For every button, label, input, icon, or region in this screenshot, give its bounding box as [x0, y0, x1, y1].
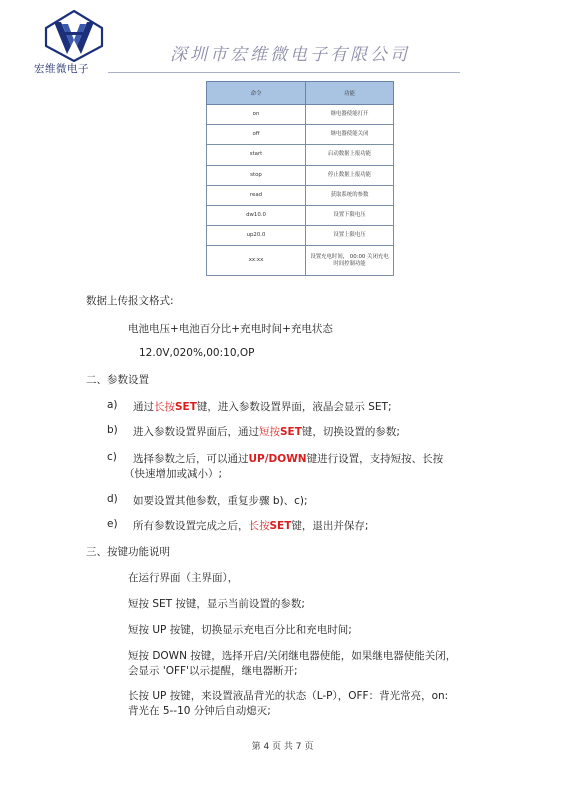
paragraph-line: 会显示 'OFF'以示提醒，继电器断开; — [128, 665, 298, 677]
table-row — [207, 105, 394, 125]
company-name: 深圳市宏维微电子有限公司 — [170, 45, 410, 65]
page-footer: 第 4 页 共 7 页 — [251, 742, 314, 752]
item-text: 进入参数设置界面后，通过 — [133, 426, 259, 438]
function-cell: 获取系统的参数 — [306, 185, 394, 205]
highlight-text: 短按 — [259, 426, 280, 438]
function-cell: 设置充电时间， 00:00 关闭充电时间控制功能 — [306, 246, 394, 276]
item-text: 键，退出并保存; — [291, 520, 369, 532]
header-divider — [108, 72, 460, 73]
list-item-c-cont: （快速增加或减小）; — [124, 468, 223, 480]
company-logo — [44, 10, 104, 62]
table-header-cell: 命令 — [207, 82, 306, 105]
table-header-row — [207, 82, 394, 105]
table-row — [207, 226, 394, 246]
table-row — [207, 125, 394, 145]
function-cell: 停止数据上报功能 — [306, 165, 394, 185]
function-cell: 设置上限电压 — [306, 226, 394, 246]
list-item-a — [133, 399, 392, 414]
list-item-c — [133, 451, 443, 466]
item-text: 选择参数之后，可以通过 — [133, 453, 249, 465]
function-cell: 启动数据上报功能 — [306, 145, 394, 165]
paragraph-line: 背光在 5--10 分钟后自动熄灭; — [128, 705, 271, 717]
paragraph-line: 短按 DOWN 按键，选择开启/关闭继电器使能，如果继电器使能关闭， — [128, 650, 457, 662]
table-row — [207, 246, 394, 276]
command-cell: read — [207, 185, 306, 205]
table-row — [207, 165, 394, 185]
item-text: 键，切换设置的参数; — [301, 426, 400, 438]
command-table — [206, 81, 394, 276]
function-cell: 设置下限电压 — [306, 205, 394, 225]
highlight-text: 长按 — [248, 520, 270, 532]
list-marker: c) — [107, 451, 117, 463]
key-name: SET — [269, 520, 292, 532]
paragraph-line: 长按 UP 按键，来设置液晶背光的状态（L-P），OFF：背光常亮，on: — [128, 690, 449, 702]
item-text: 键进行设置，支持短按、长按 — [306, 453, 444, 465]
command-cell: up20.0 — [207, 226, 306, 246]
command-cell: on — [207, 105, 306, 125]
command-cell: dw10.0 — [207, 205, 306, 225]
paragraph-line: 短按 UP 按键，切换显示充电百分比和充电时间; — [128, 624, 352, 636]
report-format: 电池电压+电池百分比+充电时间+充电状态 — [128, 323, 333, 335]
key-name: SET — [175, 401, 197, 413]
item-text: 键，进入参数设置界面，液晶会显示 SET; — [196, 401, 392, 413]
item-text: 通过 — [133, 401, 154, 413]
paragraph-line: 在运行界面（主界面）， — [128, 572, 239, 584]
key-name: SET — [280, 426, 302, 438]
item-text: 所有参数设置完成之后， — [133, 520, 249, 532]
table-row — [207, 145, 394, 165]
section3-heading: 三、按键功能说明 — [86, 546, 170, 558]
section2-heading: 二、参数设置 — [86, 374, 149, 386]
key-name: UP/DOWN — [248, 453, 307, 465]
list-marker: b) — [107, 424, 118, 436]
function-cell: 继电器使能关闭 — [306, 125, 394, 145]
command-cell: start — [207, 145, 306, 165]
command-cell: stop — [207, 165, 306, 185]
table-header-cell: 功能 — [306, 82, 394, 105]
list-item-e — [133, 518, 368, 533]
command-cell: xx:xx — [207, 246, 306, 276]
list-marker: a) — [107, 399, 118, 411]
list-item-d: 如要设置其他参数，重复步骤 b)、c); — [133, 495, 308, 507]
logo-text: 宏维微电子 — [34, 63, 89, 75]
report-example: 12.0V,020%,00:10,OP — [139, 347, 255, 359]
function-cell: 继电器使能打开 — [306, 105, 394, 125]
highlight-text: 长按 — [154, 401, 175, 413]
table-row — [207, 205, 394, 225]
table-row — [207, 185, 394, 205]
paragraph-line: 短按 SET 按键，显示当前设置的参数; — [128, 598, 305, 610]
report-title: 数据上传报文格式: — [86, 295, 174, 307]
list-item-b — [133, 424, 400, 439]
list-marker: d) — [107, 493, 118, 505]
list-marker: e) — [107, 518, 118, 530]
command-cell: off — [207, 125, 306, 145]
